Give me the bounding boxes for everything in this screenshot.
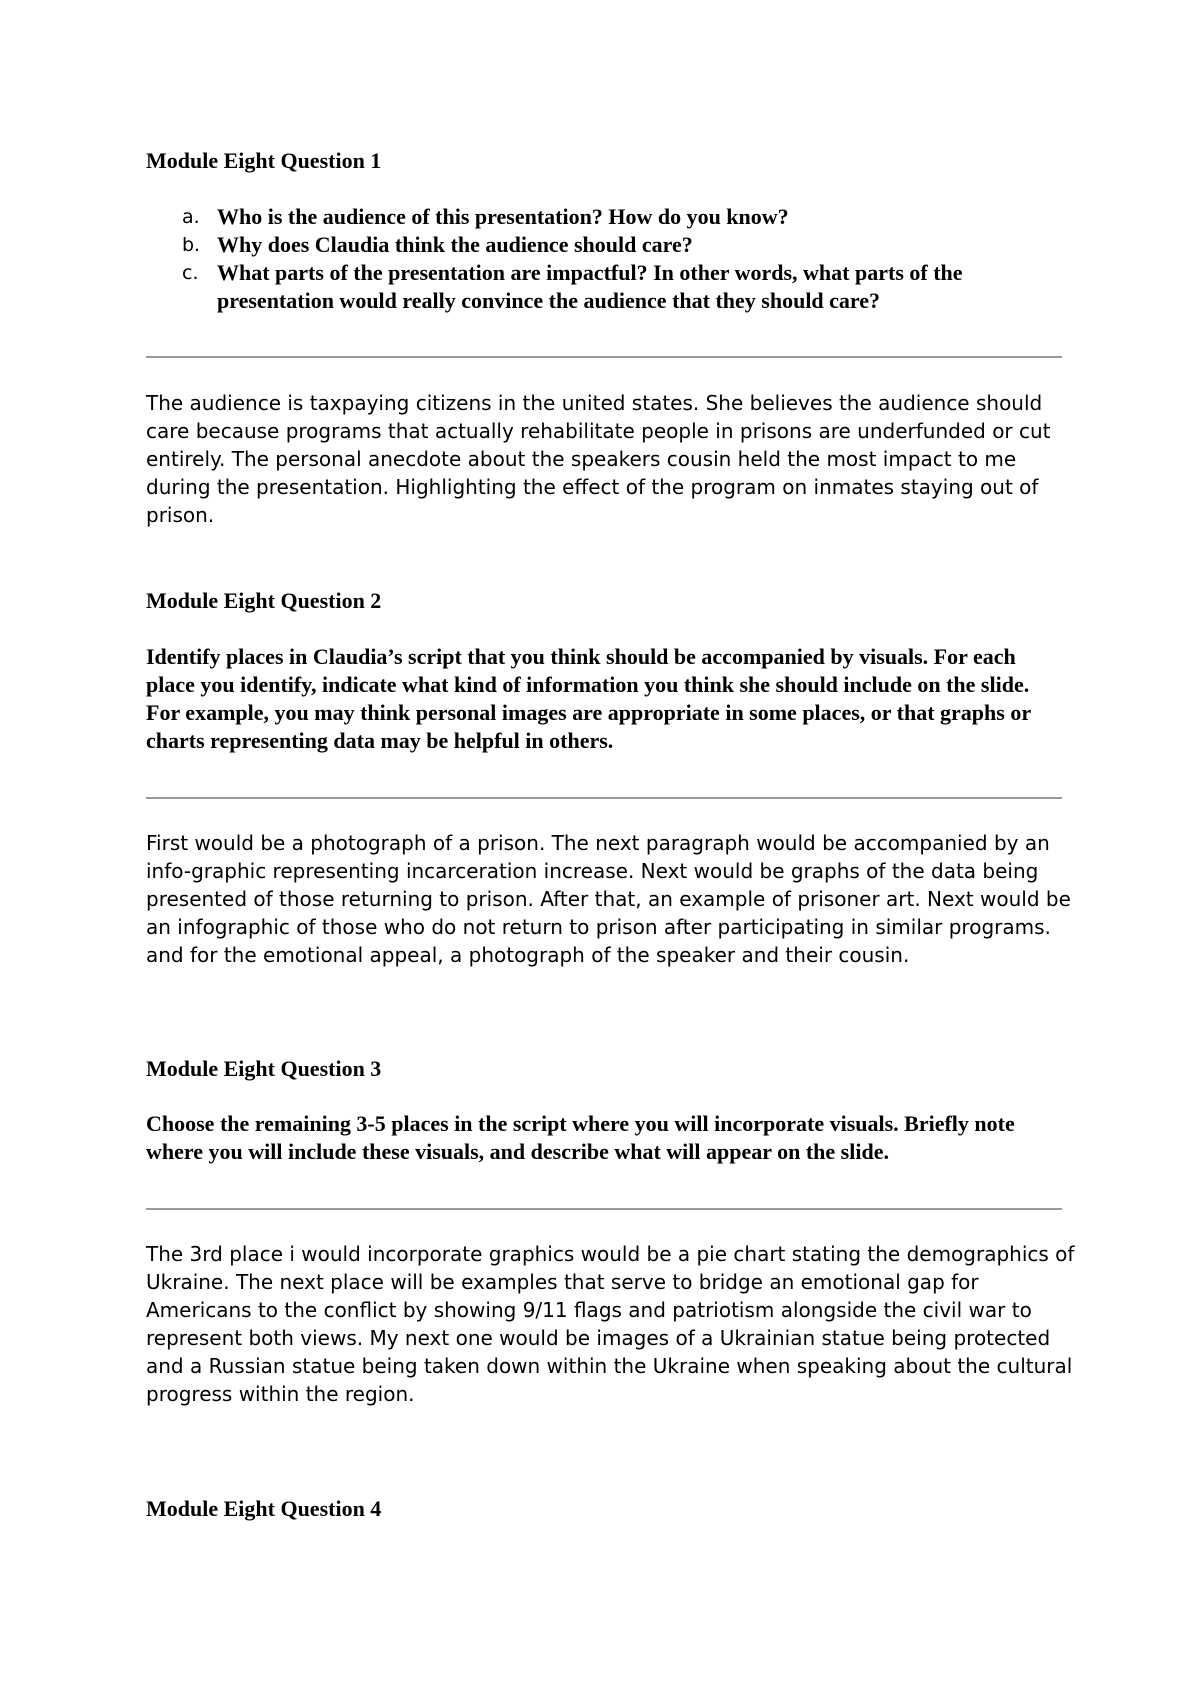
list-item-text: What parts of the presentation are impactful? In other words, what parts of the presentation would really convince the audience that they should care?	[217, 260, 963, 313]
q1-heading: Module Eight Question 1	[146, 148, 382, 173]
q2-heading: Module Eight Question 2	[146, 588, 382, 613]
divider-rule	[146, 797, 1062, 799]
divider-rule	[146, 356, 1062, 358]
list-marker: a.	[182, 206, 200, 228]
q2-answer-text: First would be a photograph of a prison. The next paragraph would be accompanied by an info-graphic representing incarceration increase. Next would be graphs of the data being presented of those returning to prison. After that, an example of prisoner art. Next would be an infographic of those who do not return to prison after participating in similar programs. and for the emotional appeal, a photograph of the speaker and their cousin.	[146, 831, 1071, 967]
q2-answer	[146, 829, 1076, 969]
q3-heading: Module Eight Question 3	[146, 1056, 382, 1081]
list-item	[146, 203, 1076, 231]
list-marker: b.	[182, 234, 201, 256]
list-item	[146, 259, 1076, 315]
q3-answer-text: The 3rd place i would incorporate graphics would be a pie chart stating the demographics of Ukraine. The next place will be examples that serve to bridge an emotional gap for Americans to the conflict by showing 9/11 flags and patriotism alongside the civil war to represent both views. My next one would be images of a Ukrainian statue being protected and a Russian statue being taken down within the Ukraine when speaking about the cultural progress within the region.	[146, 1242, 1075, 1406]
q1-question-list	[146, 203, 1076, 315]
q1-answer-text: The audience is taxpaying citizens in the united states. She believes the audience should care because programs that actually rehabilitate people in prisons are underfunded or cut entirely. The personal anecdote about the speakers cousin held the most impact to me during the presentation. Highlighting the effect of the program on inmates staying out of prison.	[146, 391, 1051, 527]
q3-answer	[146, 1240, 1076, 1408]
list-item-text: Why does Claudia think the audience should care?	[217, 232, 693, 257]
q3-prompt-text: Choose the remaining 3-5 places in the script where you will incorporate visuals. Briefly note where you will include these visuals, and describe what will appear on the slide.	[146, 1111, 1015, 1164]
list-item-text: Who is the audience of this presentation? How do you know?	[217, 204, 789, 229]
list-item	[146, 231, 1076, 259]
q2-prompt	[146, 643, 1066, 755]
q4-heading: Module Eight Question 4	[146, 1496, 382, 1521]
q1-answer	[146, 389, 1076, 529]
divider-rule	[146, 1208, 1062, 1210]
list-marker: c.	[182, 262, 199, 284]
q2-prompt-text: Identify places in Claudia’s script that you think should be accompanied by visuals. For each place you identify, indicate what kind of information you think she should include on the slide. For example, you may think personal images are appropriate in some places, or that graphs or charts representing data may be helpful in others.	[146, 644, 1031, 753]
q3-prompt	[146, 1110, 1066, 1166]
